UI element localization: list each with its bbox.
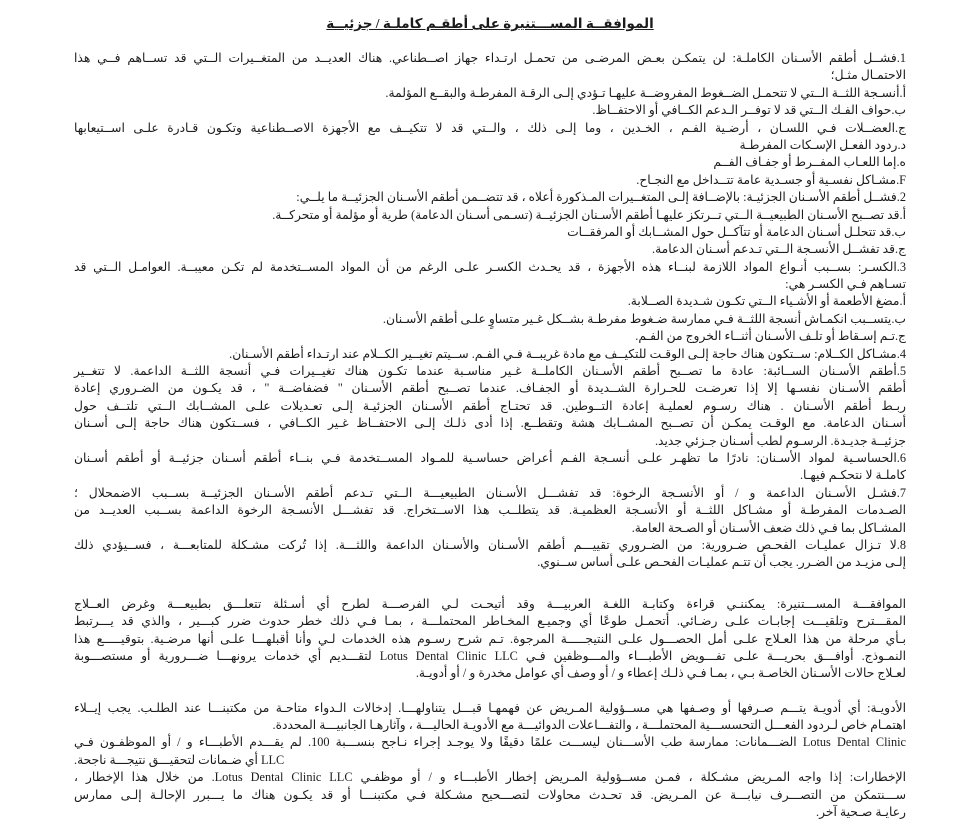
text-line: ب.قد تتحلـل أسـنان الدعامة أو تتآكــل حول المشــابك أو المرفقــات [567,224,906,239]
text-line: أ.أنسـجة اللثــة الــتي لا تتحمـل الضــغوط المفروضــة عليهـا تـؤدي إلـى الرقـة المفرطـة والبقــع المؤلمة. [385,85,906,100]
text-line: 4.مشـاكل الكــلام: ســتكون هناك حاجة إلـى الوقـت للتكيــف مع مادة غريبــة فـي الفـم. ســيتم تغيــير الكــلام عند ارتـداء أطقم الأسـنان. [229,346,906,361]
text-line: ســـنتمكن من التصـــرف نيابـــة عن المـريض. قد تحـدث محاولات لتصـــحيح مشـكلة فـي مكتبنـــا أو قد يكـون هناك ما يـــبرر الإحالـة إلـى ممارس [74,787,906,802]
document-body [74,50,906,821]
text-line: أسـنان الدعامة. مع الوقـت يمكـن أن تصــبح المشــابك هشة وتقطــع. إذا أدى ذلـك إلـى الاحتفــاظ غـير الكــافي ، فســتكون هناك حاجة إلـى أسـنان [74,416,906,431]
text-line: الأدويـة: أي أدويـة يتـــم صـرفها أو وصـفها هي مســؤولية المـريض عن فهمهـا قبـــل يتناولهـــا. إدخالات الـدواء متاحـة من مكتبنـــا عند الطلـب. يجب إيــلاء [74,700,906,715]
text-line: 5.أطقم الأسـنان الســائبة: عادة ما تصــبح أطقم الأسـنان الكاملــة غـير مناسـبة عندما تكـون هناك تغيــيرات فـي أنسجة اللثــة الداعمة. لا تتغــير [74,364,906,379]
text-line: ج.العضــلات فـي اللسـان ، أرضـية الفـم ، الخـدين ، وما إلـى ذلك ، والــتي قد لا تتكيــف مع الأجهزة الاصــطناعية وتكـون قـادرة علـى اســتيعابها [74,120,906,135]
text-line: ه.إما اللعـاب المفــرط أو جفـاف الفــم [713,155,906,170]
text-line: الصـدمات المفرطـة أو مشـاكل اللثــة أو الأنسـجة العظميـة. قد يتطلــب هذا الاســتخراج. قد تفشـــل الأنسـجة الرخوة الداعمة بســبب العديــد من [74,503,906,518]
paragraph-informed-consent-statement [74,596,906,683]
text-line: بـأي مرحلة من هذا العـلاج علـى أمل الحصـــول علـى النتيجـــــة المرجوة. تـم شرح رسـوم هذه الخدمات لـي وأنا أقبلهـــا علـى أنها مرضـية. بتوقيـــــع هذا [74,631,906,646]
text-line: 7.فشـل الأسـنان الداعمة و / أو الأنسـجة الرخوة: قد تفشـــل الأسـنان الطبيعيـــة الــتي تـدعم أطقم الأسـنان الجزئيــة بســبب الاضمحلال ؛ [74,485,906,500]
text-line: جزئيــة جديـدة. الرسـوم لطب أسـنان جـزئي جديد. [654,433,906,448]
text-line: 8.لا تـزال عمليـات الفحـص ضـرورية: من الضـروري تقييـــم أطقم الأسـنان والأسـنان الداعمة واللثـــة. إذا تُركت مشـكلة للمتابعـــة ، فســيؤدي ذلك [74,537,906,552]
text-line: الإخطارات: إذا واجه المـريض مشـكلة ، فمـن مســؤولية المـريض إخطار الأطبـــاء و / أو موظفـي Lotus Dental Clinic LLC. من خلال هذا الإخطار ، [74,770,906,785]
text-line: أ.قد تصــبح الأسـنان الطبيعيــة الــتي تــرتكز عليهـا أطقم الأسـنان الجزئيــة (تسـمى أسـنان الدعامة) طرية أو مؤلمة أو متحركــة. [272,207,906,222]
text-line: المقـــترح وتلقيـــت إجابـات علـى رضـائي. أتحمـل طوعًا أي وجميـع المخـاطر المحتملـــة ، بمـا فـي ذلك خطر حدوث ضرر كبـــير ، والذي قد يـــرتبط [74,614,906,629]
text-line: الموافقـــة المســـتنيرة: يمكننـي قراءة وكتابـة اللغـة العربيـــة وقد أتيحـت لـي الفرصـــة لطرح أي أسـئلة تتعلـــق بطبيعـــة وغرض العــلاج [74,596,906,611]
text-line: أ.مضغ الأطعمة أو الأشـياء الــتي تكـون شـديدة الصــلابة. [627,294,906,309]
paragraph-medications-and-guarantees [74,700,906,770]
text-line: الاحتمـال مثـل؛ [830,68,906,83]
paragraph-numbered-risk-items [74,50,906,572]
text-line: 3.الكسـر: بســبب أنـواع المواد اللازمة لبنــاء هذه الأجهزة ، قد يحـدث الكسـر علـى الرغم من أن المواد المســتخدمة لم تكـن معيبــة. العوامـل الــتي قد [74,259,906,274]
text-line: F.مشـاكل نفسـية أو جسـدية عامة تتــداخل مع النجـاح. [636,172,906,187]
text-line: ج.تـم إسـقاط أو تلـف الأسـنان أثنــاء الخروج من الفـم. [635,329,906,344]
text-line: اهتمـام خاص لـردود الفعـــل التحسســـية المحتملـــة ، والتفـــاعلات الدوائيـــة مع الأدويـة الحاليـــة ، وآثارهـا الجانبيـــة المحددة. [272,718,906,733]
text-line: إلـى مزيـد من الضـرر. يجب أن تتـم عمليـات الفحـص علـى أساس ســنوي. [537,555,906,570]
paragraph-notifications [74,769,906,821]
text-line: ج.قد تفشــل الأنسـجة الــتي تـدعم أسـنان الدعامة. [652,242,906,257]
text-line: لعـلاج حالات الأسـنان الخاصـة بـي ، بمـا فـي ذلـك إعطاء و / أو وصف أي عوامل مخدرة و / أو أدويـة. [415,666,906,681]
text-line: LLC أي ضـمانات لتحقيـــق نتيجـــة ناجحة. [74,752,285,767]
text-line: 1.فشــل أطقم الأسـنان الكاملـة: لن يتمكـن بعـض المرضـى من تحمـل ارتـداء جهاز اصــطناعي. هناك العديــد من المتغــيرات الــتي قد تســاهم فــي هذا [74,51,906,65]
text-line: المشـاكل بما فـي ذلك ضعف الأسـنان أو الصـحة العامة. [631,520,906,535]
text-line: تسـاهم فـي الكسـر هي: [785,277,906,292]
text-line: Lotus Dental Clinic الضـــمانات: ممارسة طب الأســـنان ليســـت علمًا دقيقًا ولا يوجـد إجراء نـاجح بنســـبة 100. لم يقـــدم الأطبـــاء و / أو الموظفـون فـي [74,735,906,750]
text-line: النمـوذج. أوافـــق بحريـــة علـى تفـــويض الأطبـــاء والمـــوظفين فـي Lotus Dental Clinic LLC لتقـــديم أي خدمات يرونهـــا ضـــرورية أو مستصـــوبة [74,648,906,663]
text-line: ربـط أطقم الأسـنان . هناك رسـوم لعمليـة إعادة التــوطين. قد تحتـاج أطقم الأسـنان الجزئيـة إلـى تعـديلات علـى المشــابك الــتي تلتــف حول [74,398,906,413]
text-line: د.ردود الفعـل الإسـكات المفرطـة [739,137,906,152]
text-line: رعايـة صـحية آخر. [816,805,906,820]
text-line: كاملـة لا نتحكـم فيهـا. [799,468,906,483]
text-line: ب.يتســبب انكمـاش أنسجة اللثــة فـي ممارسة ضـغوط مفرطـة بشــكل غـير متساوٍ علـى أطقم الأسـنان. [382,311,906,326]
text-line: ب.حواف الفـك الــتي قد لا توفــر الـدعم الكــافي أو الاحتفــاظ. [592,103,906,118]
text-line: 2.فشــل أطقم الأسـنان الجزئيـة: بالإضــافة إلـى المتغــيرات المـذكورة أعلاه ، قد تتضــمن أطقم الأسـنان الجزئيــة ما يلــي: [296,190,906,205]
text-line: أطقم الأسـنان نفسـها إلا إذا تعرضـت للحـرارة الشــديدة أو الجفـاف. عندما تصــبح أطقم الأسـنان " فضفاضــة " ، قد يكـون من الضـروري إعادة [74,381,906,396]
text-line: 6.الحساسـية لمواد الأسـنان: نادرًا ما تظهـر علـى أنسـجة الفـم أعراض حساسـية للمـواد المســتخدمة فـي بنــاء أطقم أسـنان جزئيــة أو أطقم أسـنان [74,450,906,465]
document-title: الموافقــة المســـتنيرة على أطقـم كاملـة / جزئيــة [326,16,654,31]
